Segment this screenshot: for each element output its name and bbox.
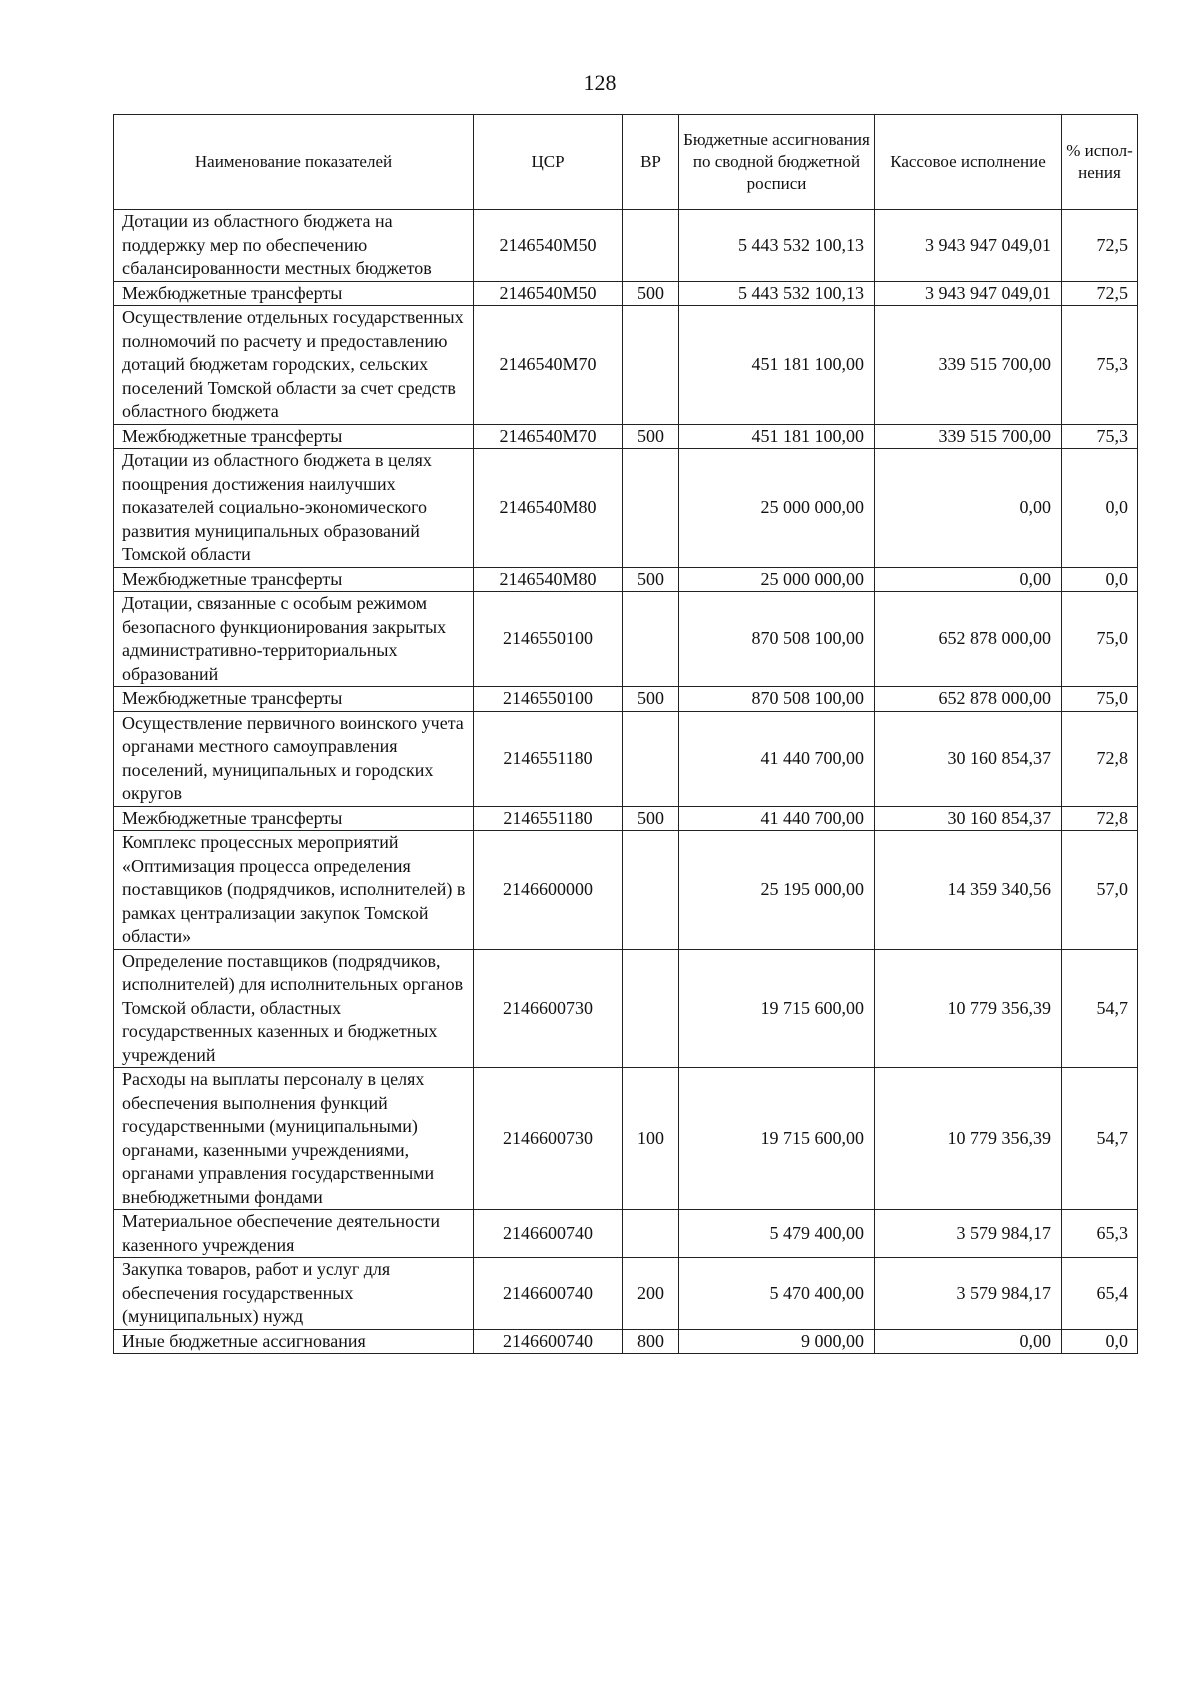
cell-budget: 5 443 532 100,13 — [679, 210, 875, 282]
table-row — [114, 1329, 1138, 1354]
cell-vr — [623, 1210, 679, 1258]
cell-name: Дотации, связанные с особым режимом безопасного функционирования закрытых административно-территориальных образований — [114, 592, 474, 687]
cell-name: Осуществление отдельных государственных полномочий по расчету и предоставлению дотаций бюджетам городских, сельских поселений Томской области за счет средств областного бюджета — [114, 306, 474, 425]
table-row — [114, 592, 1138, 687]
cell-pct: 75,0 — [1062, 592, 1138, 687]
cell-cash: 0,00 — [875, 449, 1062, 568]
cell-pct: 65,4 — [1062, 1258, 1138, 1330]
table-row — [114, 1210, 1138, 1258]
cell-pct: 72,8 — [1062, 711, 1138, 806]
cell-vr — [623, 711, 679, 806]
cell-vr — [623, 592, 679, 687]
cell-vr: 500 — [623, 424, 679, 449]
cell-name: Дотации из областного бюджета на поддержку мер по обеспечению сбалансированности местных бюджетов — [114, 210, 474, 282]
cell-cash: 10 779 356,39 — [875, 949, 1062, 1068]
cell-cash: 652 878 000,00 — [875, 687, 1062, 712]
cell-pct: 75,3 — [1062, 424, 1138, 449]
cell-budget: 870 508 100,00 — [679, 592, 875, 687]
cell-cash: 3 943 947 049,01 — [875, 281, 1062, 306]
cell-budget: 25 000 000,00 — [679, 449, 875, 568]
cell-csr: 2146540M70 — [474, 424, 623, 449]
table-row — [114, 711, 1138, 806]
cell-budget: 19 715 600,00 — [679, 1068, 875, 1210]
cell-vr: 500 — [623, 567, 679, 592]
header-name: Наименование показателей — [114, 115, 474, 210]
table-row — [114, 449, 1138, 568]
table-row — [114, 806, 1138, 831]
cell-csr: 2146600740 — [474, 1258, 623, 1330]
cell-name: Иные бюджетные ассигнования — [114, 1329, 474, 1354]
cell-name: Межбюджетные трансферты — [114, 281, 474, 306]
cell-name: Межбюджетные трансферты — [114, 424, 474, 449]
cell-name: Межбюджетные трансферты — [114, 687, 474, 712]
cell-budget: 5 479 400,00 — [679, 1210, 875, 1258]
cell-name: Осуществление первичного воинского учета органами местного самоуправления поселений, муниципальных и городских округов — [114, 711, 474, 806]
table-row — [114, 567, 1138, 592]
cell-name: Межбюджетные трансферты — [114, 806, 474, 831]
cell-csr: 2146540M80 — [474, 567, 623, 592]
cell-pct: 0,0 — [1062, 449, 1138, 568]
table-row — [114, 210, 1138, 282]
table-row — [114, 281, 1138, 306]
cell-pct: 72,5 — [1062, 210, 1138, 282]
cell-budget: 9 000,00 — [679, 1329, 875, 1354]
cell-cash: 30 160 854,37 — [875, 806, 1062, 831]
cell-name: Определение поставщиков (подрядчиков, исполнителей) для исполнительных органов Томской области, областных государственных казенных и бюджетных учреждений — [114, 949, 474, 1068]
cell-pct: 0,0 — [1062, 1329, 1138, 1354]
cell-cash: 14 359 340,56 — [875, 831, 1062, 950]
cell-pct: 54,7 — [1062, 1068, 1138, 1210]
cell-budget: 41 440 700,00 — [679, 806, 875, 831]
cell-csr: 2146600000 — [474, 831, 623, 950]
table-header-row — [114, 115, 1138, 210]
cell-budget: 25 000 000,00 — [679, 567, 875, 592]
cell-pct: 75,0 — [1062, 687, 1138, 712]
cell-budget: 451 181 100,00 — [679, 424, 875, 449]
header-pct: % испол-нения — [1062, 115, 1138, 210]
cell-cash: 3 579 984,17 — [875, 1258, 1062, 1330]
cell-pct: 0,0 — [1062, 567, 1138, 592]
header-cash: Кассовое исполнение — [875, 115, 1062, 210]
cell-vr: 500 — [623, 687, 679, 712]
cell-budget: 25 195 000,00 — [679, 831, 875, 950]
cell-budget: 19 715 600,00 — [679, 949, 875, 1068]
header-csr: ЦСР — [474, 115, 623, 210]
cell-vr: 500 — [623, 806, 679, 831]
cell-vr — [623, 306, 679, 425]
table-row — [114, 424, 1138, 449]
cell-csr: 2146550100 — [474, 687, 623, 712]
cell-budget: 870 508 100,00 — [679, 687, 875, 712]
cell-csr: 2146540M70 — [474, 306, 623, 425]
cell-cash: 339 515 700,00 — [875, 306, 1062, 425]
cell-csr: 2146551180 — [474, 711, 623, 806]
cell-name: Комплекс процессных мероприятий «Оптимизация процесса определения поставщиков (подрядчиков, исполнителей) в рамках централизации закупок Томской области» — [114, 831, 474, 950]
cell-cash: 30 160 854,37 — [875, 711, 1062, 806]
cell-name: Расходы на выплаты персоналу в целях обеспечения выполнения функций государственными (муниципальными) органами, казенными учреждениями, органами управления государственными внебюджетными фондами — [114, 1068, 474, 1210]
table-row — [114, 1258, 1138, 1330]
cell-csr: 2146600730 — [474, 1068, 623, 1210]
cell-csr: 2146600740 — [474, 1210, 623, 1258]
table-row — [114, 1068, 1138, 1210]
cell-vr — [623, 210, 679, 282]
cell-vr: 500 — [623, 281, 679, 306]
cell-vr — [623, 949, 679, 1068]
budget-execution-table — [113, 114, 1138, 1354]
cell-cash: 3 943 947 049,01 — [875, 210, 1062, 282]
table-row — [114, 949, 1138, 1068]
cell-pct: 54,7 — [1062, 949, 1138, 1068]
header-vr: ВР — [623, 115, 679, 210]
cell-pct: 65,3 — [1062, 1210, 1138, 1258]
cell-cash: 652 878 000,00 — [875, 592, 1062, 687]
table-row — [114, 831, 1138, 950]
cell-csr: 2146600730 — [474, 949, 623, 1068]
table-row — [114, 687, 1138, 712]
cell-cash: 0,00 — [875, 1329, 1062, 1354]
cell-name: Материальное обеспечение деятельности казенного учреждения — [114, 1210, 474, 1258]
cell-cash: 10 779 356,39 — [875, 1068, 1062, 1210]
cell-csr: 2146551180 — [474, 806, 623, 831]
page-number: 128 — [583, 70, 617, 95]
cell-budget: 41 440 700,00 — [679, 711, 875, 806]
cell-budget: 5 470 400,00 — [679, 1258, 875, 1330]
cell-csr: 2146540M50 — [474, 281, 623, 306]
cell-budget: 5 443 532 100,13 — [679, 281, 875, 306]
cell-name: Дотации из областного бюджета в целях поощрения достижения наилучших показателей социально-экономического развития муниципальных образований Томской области — [114, 449, 474, 568]
cell-name: Закупка товаров, работ и услуг для обеспечения государственных (муниципальных) нужд — [114, 1258, 474, 1330]
cell-vr — [623, 831, 679, 950]
cell-vr: 100 — [623, 1068, 679, 1210]
cell-pct: 72,8 — [1062, 806, 1138, 831]
cell-pct: 72,5 — [1062, 281, 1138, 306]
cell-csr: 2146550100 — [474, 592, 623, 687]
header-budget: Бюджетные ассигнования по сводной бюджетной росписи — [679, 115, 875, 210]
cell-cash: 0,00 — [875, 567, 1062, 592]
cell-vr — [623, 449, 679, 568]
cell-csr: 2146540M50 — [474, 210, 623, 282]
cell-csr: 2146600740 — [474, 1329, 623, 1354]
cell-pct: 75,3 — [1062, 306, 1138, 425]
cell-vr: 200 — [623, 1258, 679, 1330]
cell-name: Межбюджетные трансферты — [114, 567, 474, 592]
cell-cash: 3 579 984,17 — [875, 1210, 1062, 1258]
cell-budget: 451 181 100,00 — [679, 306, 875, 425]
cell-pct: 57,0 — [1062, 831, 1138, 950]
cell-cash: 339 515 700,00 — [875, 424, 1062, 449]
cell-vr: 800 — [623, 1329, 679, 1354]
cell-csr: 2146540M80 — [474, 449, 623, 568]
table-row — [114, 306, 1138, 425]
